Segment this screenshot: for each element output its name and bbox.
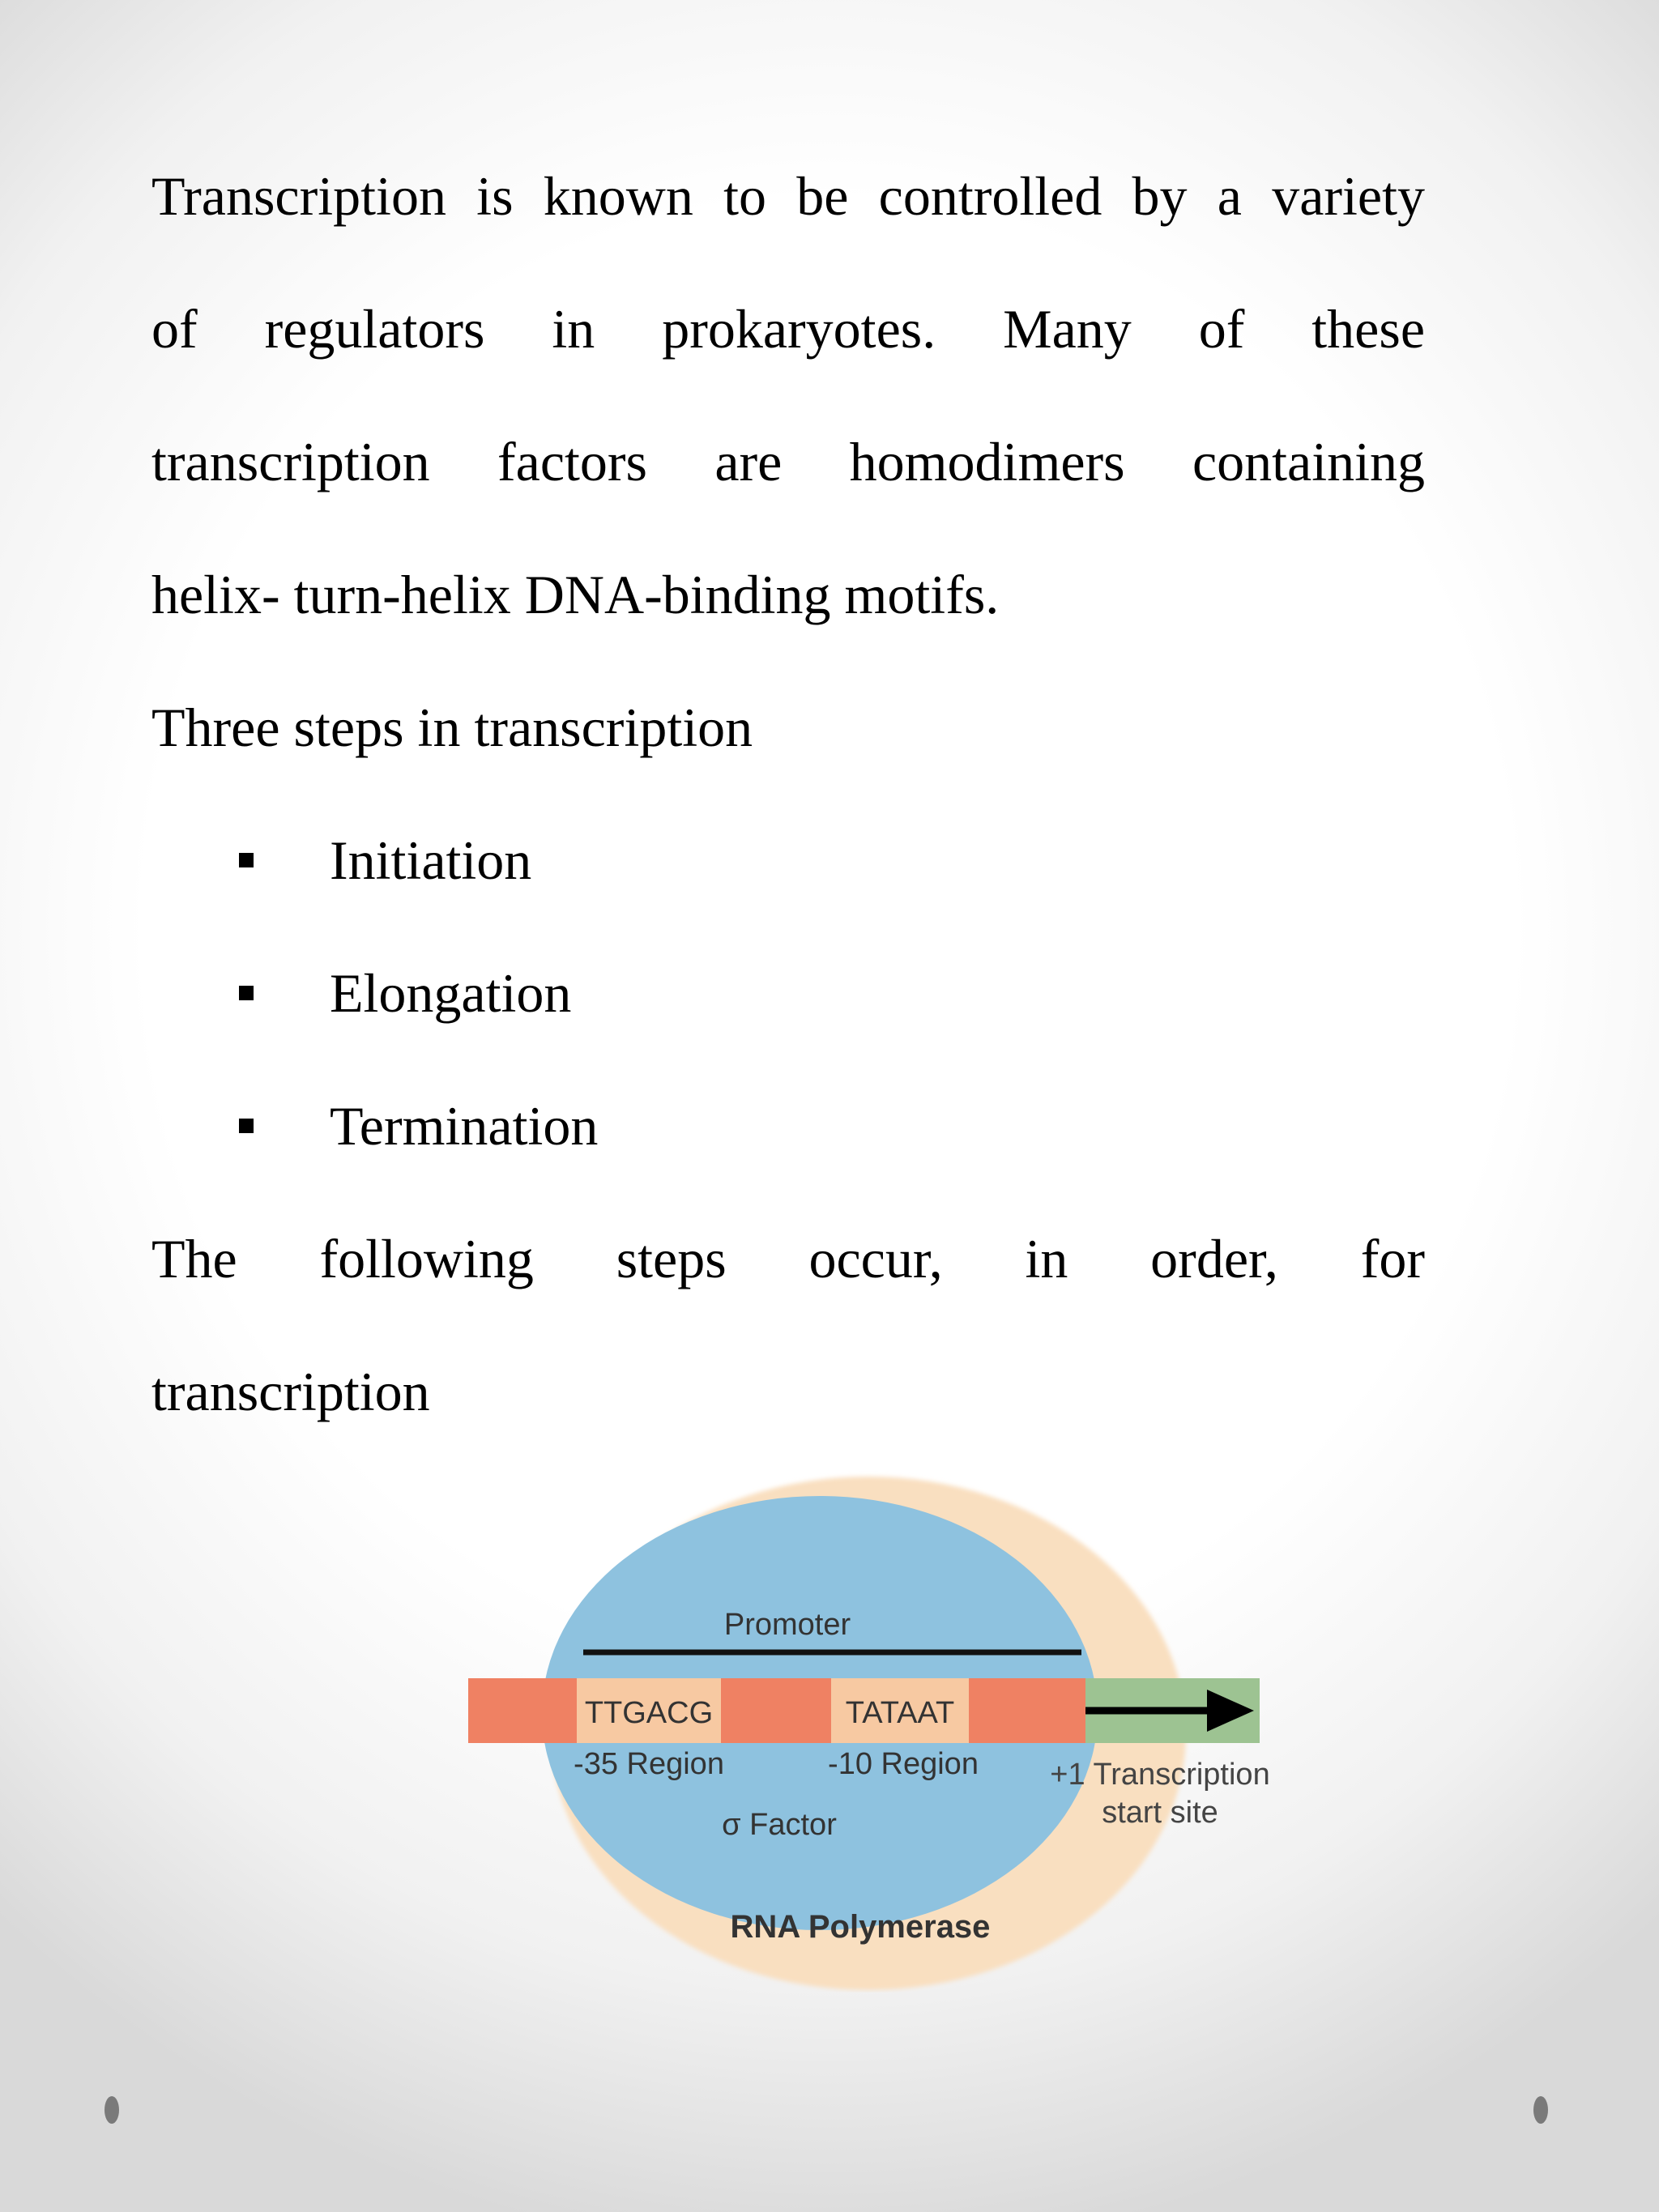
paragraph1-line-2: of regulators in prokaryotes. Many of these bbox=[151, 298, 1425, 360]
slide-content bbox=[151, 130, 1425, 1458]
list-item-label: Termination bbox=[330, 1095, 599, 1157]
start-site-label-line-1: +1 Transcription bbox=[1050, 1758, 1270, 1792]
list-item-label: Initiation bbox=[330, 829, 532, 891]
list-item bbox=[151, 927, 1425, 1059]
dna-strand bbox=[468, 1678, 1085, 1743]
sigma-factor-label: σ Factor bbox=[722, 1808, 837, 1842]
box1-sequence: TTGACG bbox=[584, 1696, 714, 1730]
promoter-diagram bbox=[454, 1466, 1272, 1993]
list-item-label: Elongation bbox=[330, 962, 572, 1024]
paragraph2-line-2: transcription bbox=[151, 1361, 430, 1422]
promoter-label: Promoter bbox=[723, 1608, 851, 1642]
list-item bbox=[151, 794, 1425, 927]
box1-region-label: -35 Region bbox=[574, 1747, 724, 1781]
box2-region-label: -10 Region bbox=[828, 1747, 979, 1781]
right-page-dot-icon bbox=[1533, 2096, 1548, 2124]
square-bullet-icon bbox=[239, 1119, 254, 1133]
paragraph1-line-3: transcription factors are homodimers containing bbox=[151, 431, 1425, 492]
left-page-dot-icon bbox=[104, 2096, 119, 2124]
rna-polymerase-label: RNA Polymerase bbox=[730, 1909, 991, 1945]
box2-sequence: TATAAT bbox=[845, 1696, 955, 1730]
start-site-label-line-2: start site bbox=[1102, 1796, 1218, 1830]
paragraph1-line-1: Transcription is known to be controlled by a variety bbox=[151, 165, 1425, 227]
paragraph1-line-4: helix- turn-helix DNA-binding motifs. bbox=[151, 564, 1000, 625]
square-bullet-icon bbox=[239, 986, 254, 1000]
promoter-diagram-svg bbox=[454, 1466, 1272, 1993]
steps-heading: Three steps in transcription bbox=[151, 697, 753, 758]
square-bullet-icon bbox=[239, 853, 254, 867]
list-item bbox=[151, 1059, 1425, 1192]
paragraph2-line-1: The following steps occur, in order, for bbox=[151, 1228, 1425, 1289]
